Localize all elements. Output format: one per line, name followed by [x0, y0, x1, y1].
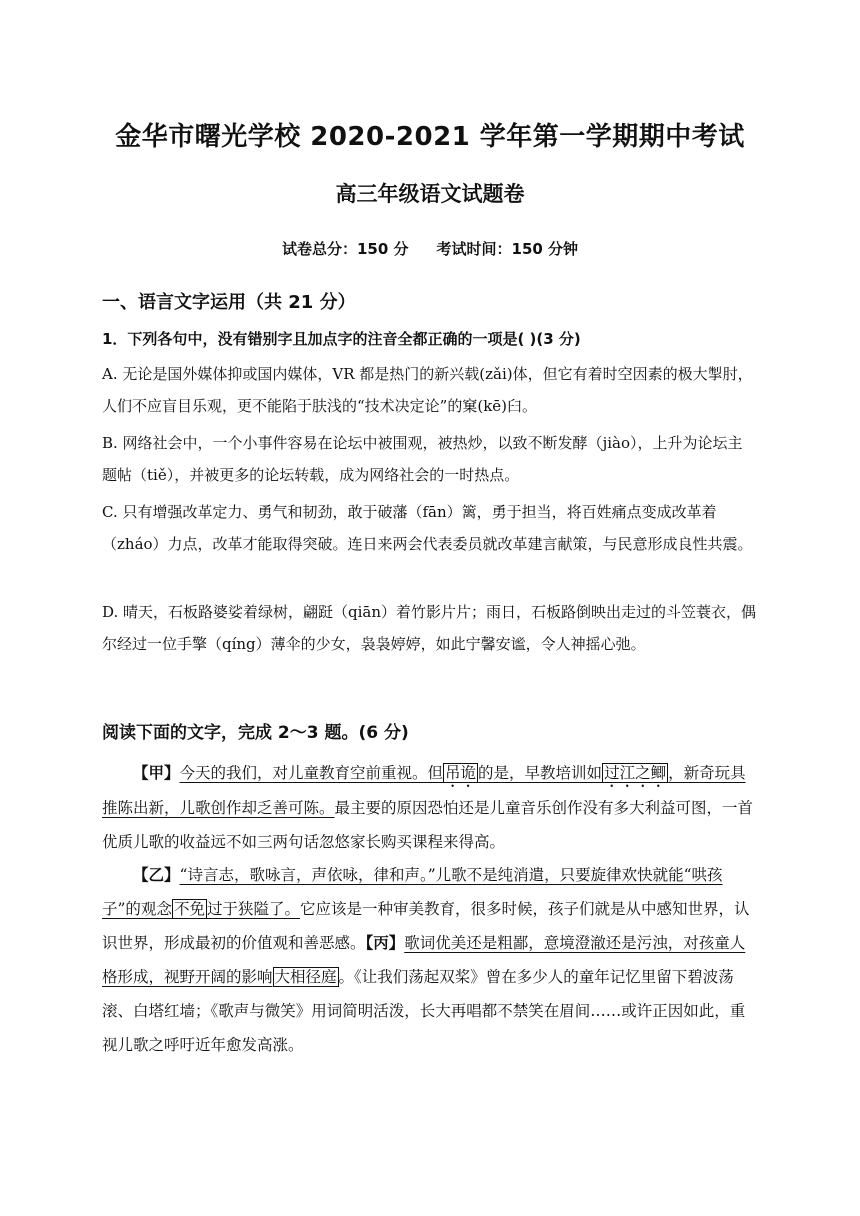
- reading-paragraph-1: [102, 756, 757, 859]
- sentence-yi-3: 它应该是一种审美教育，很多时候，孩子们就是从中感知世界，认识世界，形成最初的价值观和善恶感。: [102, 900, 750, 952]
- sentence-bing-3: 《让我们荡起双桨》曾在多少人的童年记忆里留下碧波荡滚、白塔红墙；《歌声与微笑》用词简明活泼，长大再唱都不禁笑在眉间……或许正因如此，重视儿歌之呼吁近年愈发高涨。: [102, 968, 746, 1054]
- option-a: A. 无论是国外媒体抑或国内媒体，VR 都是热门的新兴载(zǎi)体，但它有着时空因素的极大掣肘，人们不应盲目乐观，更不能陷于肤浅的“技术决定论”的窠(kē)臼。: [102, 365, 753, 415]
- label-jia: 【甲】: [133, 763, 180, 782]
- sentence-jia-1: 今天的我们，对儿童教育空前重视。但: [179, 764, 444, 782]
- exam-title: 金华市曙光学校 2020-2021 学年第一学期期中考试: [115, 122, 745, 152]
- label-bing: 【丙】: [365, 933, 405, 952]
- section-heading: 一、语言文字运用（共 21 分）: [102, 292, 356, 313]
- question-1-stem: 1．下列各句中，没有错别字且加点字的注音全都正确的一项是( )(3 分): [102, 330, 581, 348]
- label-yi: 【乙】: [133, 865, 180, 884]
- sentence-jia-2: 的是，早教培训如: [478, 764, 603, 782]
- exam-time: 考试时间：150 分钟: [436, 240, 579, 258]
- reading-paragraph-2: [102, 858, 757, 1062]
- sentence-bing-1: 歌词优美还是粗鄙，意境澄澈还是污浊，对孩童人格形成，视野开阔的影响: [102, 934, 746, 986]
- sentence-yi-2: 过于狭隘了。: [206, 900, 300, 918]
- sentence-bing-2: 。: [338, 968, 355, 986]
- exam-subtitle: 高三年级语文试题卷: [335, 182, 525, 206]
- word-diaogui: 吊诡: [445, 764, 477, 782]
- option-b: B. 网络社会中，一个小事件容易在论坛中被围观，被热炒，以致不断发酵（jiào），上升为论坛主题帖（tiě），并被更多的论坛转载，成为网络社会的一时热点。: [102, 434, 743, 484]
- sentence-jia-4: 最主要的原因恐怕还是儿童音乐创作没有多大利益可图，一首优质儿歌的收益远不如三两句话忽悠家长购买课程来得高。: [102, 799, 754, 851]
- word-guojiang: 过江之鲫: [604, 764, 667, 782]
- word-bumian: 不免: [173, 900, 205, 918]
- exam-meta: [0, 238, 860, 259]
- reading-instruction: 阅读下面的文字，完成 2～3 题。(6 分): [102, 723, 409, 743]
- total-score: 试卷总分：150 分: [281, 240, 409, 258]
- sentence-jia-3: ，新奇玩具推陈出新，儿歌创作却乏善可陈。: [102, 764, 746, 817]
- option-d: D. 晴天，石板路婆娑着绿树，翩跹（qiān）着竹影片片；雨日，石板路倒映出走过的斗笠蓑衣，偶尔经过一位手擎（qíng）薄伞的少女，袅袅婷婷，如此宁馨安谧，令人神摇心弛。: [102, 603, 757, 653]
- word-daxiang: 大相径庭: [274, 968, 337, 986]
- sentence-yi-1: “诗言志，歌咏言，声依咏，律和声。”儿歌不是纯消遣，只要旋律欢快就能“哄孩子”的观念: [102, 866, 723, 918]
- option-c: C. 只有增强改革定力、勇气和韧劲，敢于破藩（fān）篱，勇于担当，将百姓痛点变成改革着（zháo）力点，改革才能取得突破。连日来两会代表委员就改革建言献策，与民意形成良性共震。: [102, 503, 753, 553]
